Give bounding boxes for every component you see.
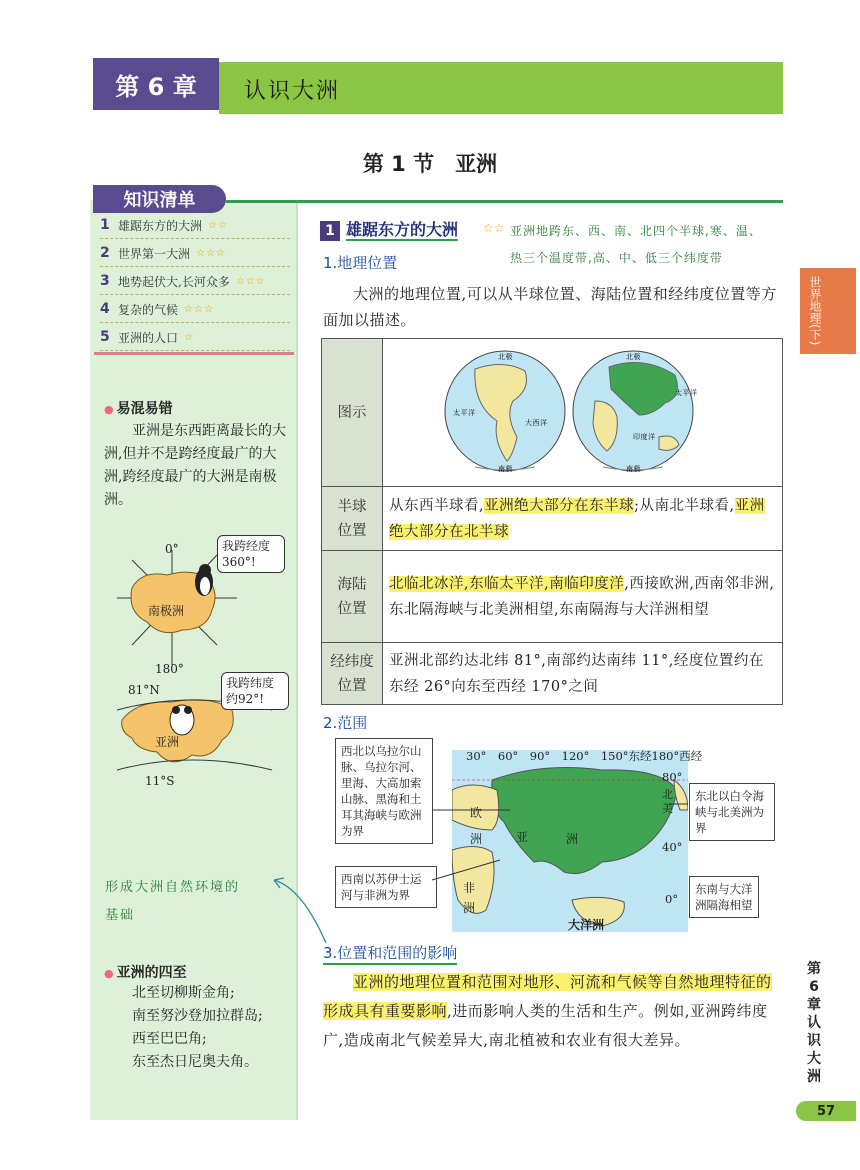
antarctica-0-label: 0° — [165, 542, 179, 556]
callout-northwest: 西北以乌拉尔山脉、乌拉尔河、里海、大高加索山脉、黑海和土耳其海峡与欧洲为界 — [335, 738, 433, 844]
callout-southwest: 西南以苏伊士运河与非洲为界 — [335, 866, 437, 908]
table-label: 图示 — [322, 339, 383, 487]
table-label: 经纬度 位置 — [322, 643, 383, 705]
intro-paragraph: 大洲的地理位置,可以从半球位置、海陆位置和经纬度位置等方面加以描述。 — [323, 285, 777, 329]
subject-tab-label: 世界地理(下) — [808, 276, 822, 346]
map-label: 印度洋 — [632, 432, 655, 441]
star-icon: ☆☆ — [483, 221, 505, 235]
star-icon: ☆☆☆ — [196, 247, 226, 259]
confuse-title: 易混易错 — [116, 401, 173, 417]
extreme-item: 西至巴巴角; — [132, 1031, 207, 1047]
antarctica-label: 南极洲 — [148, 604, 185, 618]
map-label: 北极 — [625, 352, 641, 361]
knowledge-list — [94, 212, 294, 354]
range-map-asia-a: 亚 — [516, 830, 529, 844]
extreme-item: 东至杰日尼奥夫角。 — [132, 1054, 258, 1070]
range-map-north-america: 北美 — [662, 788, 673, 815]
hemisphere-map-cell — [383, 339, 783, 487]
star-icon: ☆ — [184, 331, 194, 343]
list-item: 2 世界第一大洲 ☆☆☆ — [100, 240, 290, 267]
asia-11s-label: 11°S — [145, 774, 175, 788]
heading-1 — [320, 217, 458, 241]
extreme-item: 南至努沙登加拉群岛; — [132, 1008, 263, 1024]
knowledge-list-header: 知识清单 — [93, 185, 226, 213]
extreme-item: 北至切柳斯金角; — [132, 985, 235, 1001]
green-annotation-2: 热三个温度带,高、中、低三个纬度带 — [510, 251, 723, 265]
range-map-europe: 欧洲 — [470, 806, 483, 846]
asia-small-label: 亚洲 — [155, 735, 180, 749]
callout-southeast: 东南与大洋洲隔海相望 — [689, 876, 759, 918]
bullet-icon: ● — [104, 403, 114, 416]
range-map-lat-80: 80° — [662, 770, 683, 784]
section-title: 第 1 节 亚洲 — [362, 152, 498, 176]
range-map-lat-40: 40° — [662, 840, 683, 854]
star-icon: ☆☆☆ — [235, 275, 266, 287]
map-label: 南极 — [625, 464, 641, 473]
extremes-note: ● 亚洲的四至 北至切柳斯金角; 南至努沙登加拉群岛; 西至巴巴角; 东至杰日尼奥夫角。 — [104, 962, 290, 1074]
map-label: 北极 — [497, 352, 513, 361]
speech-bubble-longitude: 我跨经度360°! — [217, 535, 285, 573]
bullet-icon: ● — [104, 967, 114, 980]
heading-title: 雄踞东方的大洲 — [346, 220, 459, 239]
list-item: 5 亚洲的人口 ☆ — [100, 324, 290, 351]
sea-land-position-cell: 北临北冰洋,东临太平洋,南临印度洋,西接欧洲,西南邻非洲,东北隔海峡与北美洲相望,东南隔海与大洋洲相望 — [383, 551, 783, 643]
green-annotation-1: 亚洲地跨东、西、南、北四个半球,寒、温、 — [510, 224, 762, 238]
confuse-text: 亚洲是东西距离最长的大洲,但并不是跨经度最广的大洲,跨经度最广的大洲是南极洲。 — [104, 423, 286, 508]
antarctica-180-label: 180° — [155, 662, 184, 676]
subheading-range: 2.范围 — [323, 714, 368, 732]
map-label: 太平洋 — [452, 408, 475, 417]
latlong-position-cell: 亚洲北部约达北纬 81°,南部约达南纬 11°,经度位置约在东经 26°向东至西经 170°之间 — [383, 643, 783, 705]
hemisphere-position-cell: 从东西半球看,亚洲绝大部分在东半球;从南北半球看,亚洲绝大部分在北半球 — [383, 487, 783, 551]
callout-connectors — [420, 790, 720, 900]
table-label: 半球 位置 — [322, 487, 383, 551]
range-map-oceania: 大洋洲 — [568, 918, 605, 932]
sidebar-divider — [94, 352, 294, 355]
list-item: 1 雄踞东方的大洲 ☆☆ — [100, 212, 290, 239]
table-label: 海陆 位置 — [322, 551, 383, 643]
star-icon: ☆☆☆ — [184, 303, 214, 315]
chapter-tag: 第 6 章 — [93, 58, 219, 110]
handwritten-note-2: 基础 — [105, 908, 136, 923]
location-table — [321, 338, 783, 705]
range-map-asia-b: 洲 — [566, 832, 579, 846]
map-label: 大西洋 — [524, 418, 547, 427]
list-item: 3 地势起伏大,长河众多 ☆☆☆ — [100, 268, 290, 295]
page-number: 57 — [796, 1101, 856, 1121]
impact-paragraph: 亚洲的地理位置和范围对地形、河流和气候等自然地理特征的形成具有重要影响,进而影响人类的生活和生产。例如,亚洲跨纬度广,造成南北气候差异大,南北植被和农业有很大差异。 — [323, 973, 772, 1049]
confuse-note — [104, 398, 290, 512]
chapter-title: 认识大洲 — [244, 79, 341, 104]
map-label: 太平洋 — [674, 388, 697, 397]
subheading-location: 1.地理位置 — [323, 254, 398, 272]
range-map-africa: 非洲 — [463, 881, 476, 915]
asia-81n-label: 81°N — [128, 683, 160, 697]
header-rule — [226, 200, 783, 203]
range-map-lat-0: 0° — [665, 892, 679, 906]
callout-northeast: 东北以白令海峡与北美洲为界 — [689, 783, 775, 841]
range-map-top-axis: 30° 60° 90° 120° 150°东经180°西经 — [466, 749, 703, 763]
list-item: 4 复杂的气候 ☆☆☆ — [100, 296, 290, 323]
map-label: 南极 — [497, 464, 513, 473]
subheading-impact: 3.位置和范围的影响 — [323, 942, 457, 965]
handwritten-note-1: 形成大洲自然环境的 — [105, 880, 241, 895]
handwritten-arrow — [262, 868, 342, 948]
hemisphere-map — [413, 345, 753, 481]
side-chapter-label: 第6章 认识大洲 — [807, 961, 821, 1085]
star-icon: ☆☆ — [208, 219, 228, 231]
speech-bubble-latitude: 我跨纬度约92°! — [221, 672, 289, 710]
heading-number: 1 — [320, 221, 340, 241]
